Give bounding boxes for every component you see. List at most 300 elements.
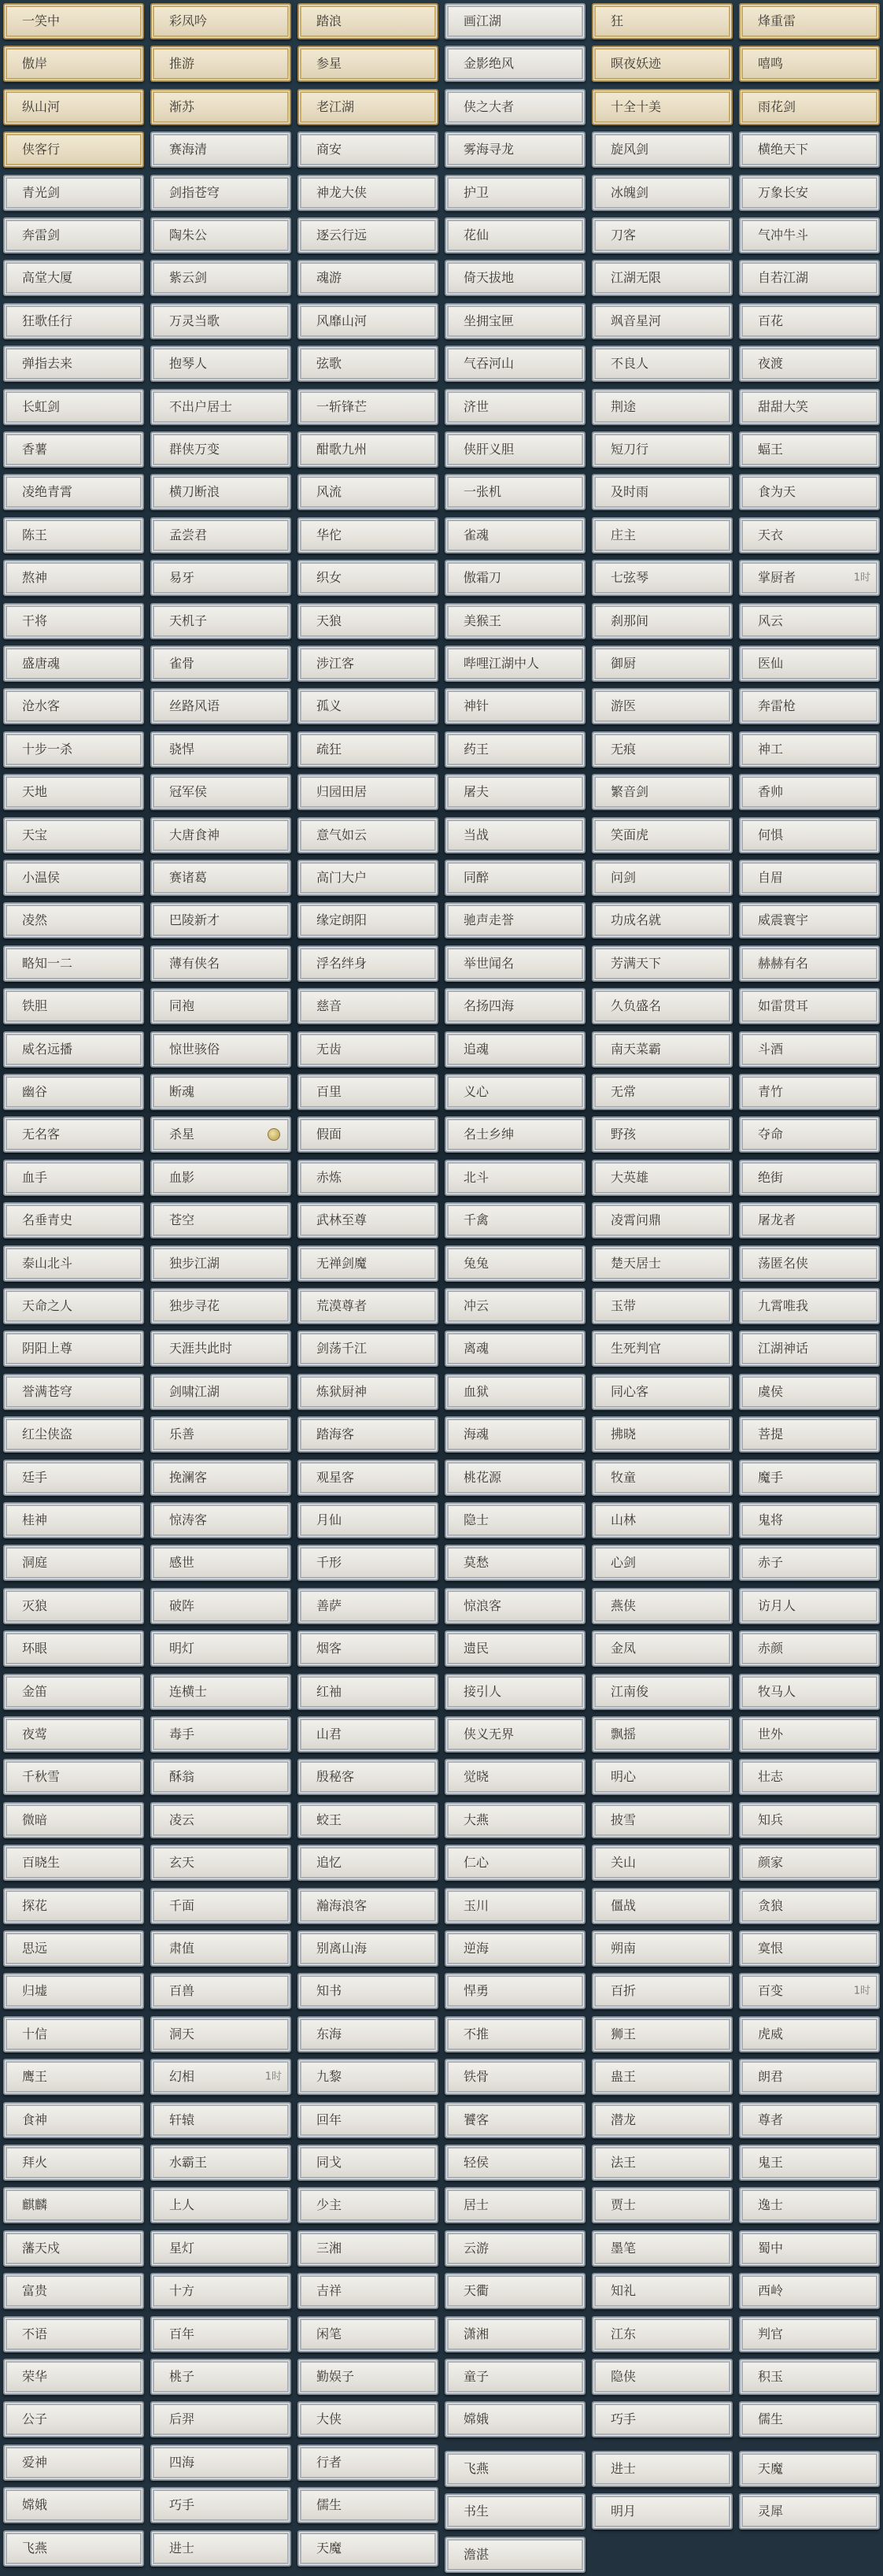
title-tile[interactable] — [445, 688, 586, 724]
title-tile[interactable] — [150, 902, 291, 938]
title-tile[interactable] — [592, 1288, 733, 1324]
title-tile[interactable] — [592, 431, 733, 468]
title-tile[interactable] — [297, 2059, 438, 2095]
title-tile[interactable] — [3, 217, 144, 254]
title-tile[interactable] — [150, 2530, 291, 2567]
title-tile[interactable] — [739, 774, 880, 810]
title-tile[interactable] — [150, 131, 291, 168]
title-tile[interactable] — [592, 1202, 733, 1238]
title-tile[interactable] — [445, 2451, 586, 2487]
title-tile[interactable] — [3, 2273, 144, 2309]
title-tile[interactable] — [3, 1502, 144, 1538]
title-tile[interactable] — [150, 1331, 291, 1367]
title-tile[interactable] — [445, 431, 586, 468]
title-tile[interactable] — [297, 1973, 438, 2009]
title-tile[interactable] — [739, 988, 880, 1024]
title-tile[interactable] — [445, 2401, 586, 2437]
title-tile[interactable] — [3, 474, 144, 510]
title-tile[interactable] — [150, 3, 291, 39]
title-tile[interactable] — [592, 131, 733, 168]
title-tile[interactable] — [297, 2530, 438, 2567]
title-tile[interactable] — [150, 2359, 291, 2395]
title-tile[interactable] — [150, 2273, 291, 2309]
title-tile[interactable] — [297, 389, 438, 425]
title-tile[interactable] — [297, 1288, 438, 1324]
title-tile[interactable] — [592, 2059, 733, 2095]
title-tile[interactable] — [592, 902, 733, 938]
title-tile[interactable] — [739, 1331, 880, 1367]
title-tile[interactable] — [445, 260, 586, 296]
title-tile[interactable] — [739, 817, 880, 853]
title-tile[interactable] — [592, 688, 733, 724]
title-tile[interactable] — [739, 646, 880, 682]
title-tile[interactable] — [445, 217, 586, 254]
title-tile[interactable] — [592, 346, 733, 382]
title-tile[interactable] — [297, 688, 438, 724]
title-tile[interactable] — [592, 1588, 733, 1624]
title-tile[interactable] — [445, 560, 586, 596]
title-tile[interactable] — [592, 946, 733, 982]
title-tile[interactable] — [150, 2145, 291, 2181]
title-tile[interactable] — [150, 603, 291, 639]
title-tile[interactable] — [445, 1416, 586, 1453]
title-tile[interactable] — [3, 1545, 144, 1581]
title-tile[interactable] — [739, 1888, 880, 1924]
title-tile[interactable] — [739, 731, 880, 768]
title-tile[interactable] — [3, 1202, 144, 1238]
title-tile[interactable] — [445, 1973, 586, 2009]
title-tile[interactable] — [297, 517, 438, 553]
title-tile[interactable] — [297, 1502, 438, 1538]
title-tile[interactable] — [3, 1031, 144, 1068]
title-tile[interactable] — [739, 2273, 880, 2309]
title-tile[interactable] — [739, 1116, 880, 1153]
title-tile[interactable] — [150, 1074, 291, 1110]
title-tile[interactable] — [739, 1374, 880, 1410]
title-tile[interactable] — [445, 1245, 586, 1282]
title-tile[interactable] — [150, 1031, 291, 1068]
title-tile[interactable] — [297, 1588, 438, 1624]
title-tile[interactable] — [3, 1245, 144, 1282]
title-tile[interactable] — [150, 474, 291, 510]
title-tile[interactable] — [592, 517, 733, 553]
title-tile[interactable] — [3, 2530, 144, 2567]
title-tile[interactable] — [297, 902, 438, 938]
title-tile[interactable] — [3, 1460, 144, 1496]
title-tile[interactable] — [150, 2401, 291, 2437]
title-tile[interactable] — [297, 131, 438, 168]
title-tile[interactable] — [297, 2102, 438, 2138]
title-tile[interactable] — [739, 2187, 880, 2223]
title-tile[interactable] — [445, 2230, 586, 2267]
title-tile[interactable] — [739, 175, 880, 211]
title-tile[interactable] — [592, 175, 733, 211]
title-tile[interactable] — [150, 2316, 291, 2352]
title-tile[interactable] — [592, 474, 733, 510]
title-tile[interactable] — [445, 902, 586, 938]
title-tile[interactable] — [150, 1888, 291, 1924]
title-tile[interactable] — [150, 817, 291, 853]
title-tile[interactable] — [739, 1802, 880, 1838]
title-tile[interactable] — [297, 1460, 438, 1496]
title-tile[interactable] — [445, 731, 586, 768]
title-tile[interactable] — [739, 1074, 880, 1110]
title-tile[interactable] — [739, 217, 880, 254]
title-tile[interactable] — [150, 1202, 291, 1238]
title-tile[interactable] — [3, 1374, 144, 1410]
title-tile[interactable] — [739, 2401, 880, 2437]
title-tile[interactable] — [3, 817, 144, 853]
title-tile[interactable] — [592, 1545, 733, 1581]
title-tile[interactable] — [739, 1160, 880, 1196]
title-tile[interactable] — [739, 860, 880, 896]
title-tile[interactable] — [445, 1031, 586, 1068]
title-tile[interactable] — [297, 988, 438, 1024]
title-tile[interactable] — [445, 1545, 586, 1581]
title-tile[interactable] — [592, 89, 733, 125]
title-tile[interactable] — [592, 2273, 733, 2309]
title-tile[interactable] — [3, 3, 144, 39]
title-tile[interactable] — [297, 1888, 438, 1924]
title-tile[interactable] — [739, 260, 880, 296]
title-tile[interactable] — [592, 646, 733, 682]
title-tile[interactable] — [592, 2145, 733, 2181]
title-tile[interactable] — [739, 46, 880, 82]
title-tile[interactable] — [297, 3, 438, 39]
title-tile[interactable] — [592, 774, 733, 810]
title-tile[interactable] — [297, 1930, 438, 1967]
title-tile[interactable] — [297, 1674, 438, 1710]
title-tile[interactable] — [297, 646, 438, 682]
title-tile[interactable] — [150, 517, 291, 553]
title-tile[interactable] — [150, 774, 291, 810]
title-tile[interactable] — [297, 1545, 438, 1581]
title-tile[interactable] — [3, 1630, 144, 1667]
title-tile[interactable] — [592, 603, 733, 639]
title-tile[interactable] — [3, 1416, 144, 1453]
title-tile[interactable] — [445, 2059, 586, 2095]
title-tile[interactable] — [297, 1802, 438, 1838]
title-tile[interactable] — [739, 560, 880, 596]
title-tile[interactable] — [592, 2451, 733, 2487]
title-tile[interactable] — [592, 2401, 733, 2437]
title-tile[interactable] — [739, 1545, 880, 1581]
title-tile[interactable] — [3, 902, 144, 938]
title-tile[interactable] — [739, 2102, 880, 2138]
title-tile[interactable] — [592, 2187, 733, 2223]
title-tile[interactable] — [150, 1116, 291, 1153]
title-tile[interactable] — [739, 2493, 880, 2530]
title-tile[interactable] — [150, 1374, 291, 1410]
title-tile[interactable] — [739, 603, 880, 639]
title-tile[interactable] — [739, 1588, 880, 1624]
title-tile[interactable] — [3, 1845, 144, 1881]
title-tile[interactable] — [739, 2059, 880, 2095]
title-tile[interactable] — [445, 2359, 586, 2395]
title-tile[interactable] — [592, 1331, 733, 1367]
title-tile[interactable] — [150, 1845, 291, 1881]
title-tile[interactable] — [150, 1160, 291, 1196]
title-tile[interactable] — [445, 131, 586, 168]
title-tile[interactable] — [3, 731, 144, 768]
title-tile[interactable] — [150, 988, 291, 1024]
title-tile[interactable] — [150, 431, 291, 468]
title-tile[interactable] — [3, 131, 144, 168]
title-tile[interactable] — [297, 2230, 438, 2267]
title-tile[interactable] — [739, 3, 880, 39]
title-tile[interactable] — [445, 2537, 586, 2573]
title-tile[interactable] — [739, 474, 880, 510]
title-tile[interactable] — [445, 2316, 586, 2352]
title-tile[interactable] — [739, 389, 880, 425]
title-tile[interactable] — [150, 303, 291, 339]
title-tile[interactable] — [739, 1288, 880, 1324]
title-tile[interactable] — [445, 1759, 586, 1795]
title-tile[interactable] — [3, 646, 144, 682]
title-tile[interactable] — [297, 1116, 438, 1153]
title-tile[interactable] — [3, 688, 144, 724]
title-tile[interactable] — [592, 560, 733, 596]
title-tile[interactable] — [739, 1502, 880, 1538]
title-tile[interactable] — [3, 303, 144, 339]
title-tile[interactable] — [150, 1460, 291, 1496]
title-tile[interactable] — [297, 1374, 438, 1410]
title-tile[interactable] — [445, 1845, 586, 1881]
title-tile[interactable] — [297, 603, 438, 639]
title-tile[interactable] — [739, 1202, 880, 1238]
title-tile[interactable] — [3, 431, 144, 468]
title-tile[interactable] — [445, 646, 586, 682]
title-tile[interactable] — [592, 1759, 733, 1795]
title-tile[interactable] — [592, 46, 733, 82]
title-tile[interactable] — [739, 346, 880, 382]
title-tile[interactable] — [3, 988, 144, 1024]
title-tile[interactable] — [739, 1630, 880, 1667]
title-tile[interactable] — [3, 346, 144, 382]
title-tile[interactable] — [3, 1716, 144, 1752]
title-tile[interactable] — [739, 2359, 880, 2395]
title-tile[interactable] — [739, 1031, 880, 1068]
title-tile[interactable] — [445, 1202, 586, 1238]
title-tile[interactable] — [150, 1759, 291, 1795]
title-tile[interactable] — [445, 988, 586, 1024]
title-tile[interactable] — [150, 946, 291, 982]
title-tile[interactable] — [150, 688, 291, 724]
title-tile[interactable] — [739, 1759, 880, 1795]
title-tile[interactable] — [739, 89, 880, 125]
title-tile[interactable] — [150, 2187, 291, 2223]
title-tile[interactable] — [150, 2016, 291, 2052]
title-tile[interactable] — [297, 817, 438, 853]
title-tile[interactable] — [297, 1716, 438, 1752]
title-tile[interactable] — [3, 389, 144, 425]
title-tile[interactable] — [445, 2187, 586, 2223]
title-tile[interactable] — [592, 2230, 733, 2267]
title-tile[interactable] — [445, 1716, 586, 1752]
title-tile[interactable] — [150, 346, 291, 382]
title-tile[interactable] — [592, 389, 733, 425]
title-tile[interactable] — [445, 2145, 586, 2181]
title-tile[interactable] — [3, 1888, 144, 1924]
title-tile[interactable] — [150, 2487, 291, 2523]
title-tile[interactable] — [297, 1759, 438, 1795]
title-tile[interactable] — [150, 2102, 291, 2138]
title-tile[interactable] — [150, 1930, 291, 1967]
title-tile[interactable] — [297, 346, 438, 382]
title-tile[interactable] — [297, 2359, 438, 2395]
title-tile[interactable] — [445, 1888, 586, 1924]
title-tile[interactable] — [592, 3, 733, 39]
title-tile[interactable] — [3, 860, 144, 896]
title-tile[interactable] — [3, 2230, 144, 2267]
title-tile[interactable] — [297, 89, 438, 125]
title-tile[interactable] — [445, 774, 586, 810]
title-tile[interactable] — [739, 902, 880, 938]
title-tile[interactable] — [150, 2230, 291, 2267]
title-tile[interactable] — [3, 1160, 144, 1196]
title-tile[interactable] — [3, 46, 144, 82]
title-tile[interactable] — [592, 1716, 733, 1752]
title-tile[interactable] — [3, 774, 144, 810]
title-tile[interactable] — [297, 1416, 438, 1453]
title-tile[interactable] — [739, 1845, 880, 1881]
title-tile[interactable] — [297, 1845, 438, 1881]
title-tile[interactable] — [3, 603, 144, 639]
title-tile[interactable] — [445, 1288, 586, 1324]
title-tile[interactable] — [592, 1674, 733, 1710]
title-tile[interactable] — [445, 1160, 586, 1196]
title-tile[interactable] — [739, 1245, 880, 1282]
title-tile[interactable] — [445, 1930, 586, 1967]
title-tile[interactable] — [445, 346, 586, 382]
title-tile[interactable] — [739, 2451, 880, 2487]
title-tile[interactable] — [739, 2316, 880, 2352]
title-tile[interactable] — [445, 1588, 586, 1624]
title-tile[interactable] — [445, 1374, 586, 1410]
title-tile[interactable] — [445, 1074, 586, 1110]
title-tile[interactable] — [3, 1288, 144, 1324]
title-tile[interactable] — [3, 1331, 144, 1367]
title-tile[interactable] — [739, 431, 880, 468]
title-tile[interactable] — [739, 517, 880, 553]
title-tile[interactable] — [3, 2102, 144, 2138]
title-tile[interactable] — [3, 2316, 144, 2352]
title-tile[interactable] — [150, 560, 291, 596]
title-tile[interactable] — [297, 2401, 438, 2437]
title-tile[interactable] — [592, 988, 733, 1024]
title-tile[interactable] — [445, 3, 586, 39]
title-tile[interactable] — [3, 2016, 144, 2052]
title-tile[interactable] — [3, 560, 144, 596]
title-tile[interactable] — [592, 1074, 733, 1110]
title-tile[interactable] — [739, 2230, 880, 2267]
title-tile[interactable] — [297, 731, 438, 768]
title-tile[interactable] — [445, 946, 586, 982]
title-tile[interactable] — [445, 1802, 586, 1838]
title-tile[interactable] — [592, 1888, 733, 1924]
title-tile[interactable] — [297, 2445, 438, 2481]
title-tile[interactable] — [297, 1331, 438, 1367]
title-tile[interactable] — [297, 1074, 438, 1110]
title-tile[interactable] — [3, 1759, 144, 1795]
title-tile[interactable] — [592, 1460, 733, 1496]
title-tile[interactable] — [150, 860, 291, 896]
title-tile[interactable] — [592, 2102, 733, 2138]
title-tile[interactable] — [297, 860, 438, 896]
title-tile[interactable] — [739, 2016, 880, 2052]
title-tile[interactable] — [445, 603, 586, 639]
title-tile[interactable] — [150, 2445, 291, 2481]
title-tile[interactable] — [592, 260, 733, 296]
title-tile[interactable] — [445, 1116, 586, 1153]
title-tile[interactable] — [297, 1630, 438, 1667]
title-tile[interactable] — [150, 731, 291, 768]
title-tile[interactable] — [592, 860, 733, 896]
title-tile[interactable] — [445, 46, 586, 82]
title-tile[interactable] — [739, 1674, 880, 1710]
title-tile[interactable] — [592, 1973, 733, 2009]
title-tile[interactable] — [150, 1716, 291, 1752]
title-tile[interactable] — [592, 1245, 733, 1282]
title-tile[interactable] — [592, 2493, 733, 2530]
title-tile[interactable] — [150, 46, 291, 82]
title-tile[interactable] — [592, 1630, 733, 1667]
title-tile[interactable] — [297, 774, 438, 810]
title-tile[interactable] — [592, 2016, 733, 2052]
title-tile[interactable] — [150, 389, 291, 425]
title-tile[interactable] — [150, 217, 291, 254]
title-tile[interactable] — [592, 1416, 733, 1453]
title-tile[interactable] — [739, 1460, 880, 1496]
title-tile[interactable] — [739, 1416, 880, 1453]
title-tile[interactable] — [150, 1288, 291, 1324]
title-tile[interactable] — [297, 1245, 438, 1282]
title-tile[interactable] — [150, 89, 291, 125]
title-tile[interactable] — [3, 1802, 144, 1838]
title-tile[interactable] — [3, 175, 144, 211]
title-tile[interactable] — [150, 2059, 291, 2095]
title-tile[interactable] — [3, 1074, 144, 1110]
title-tile[interactable] — [297, 474, 438, 510]
title-tile[interactable] — [3, 1930, 144, 1967]
title-tile[interactable] — [3, 1674, 144, 1710]
title-tile[interactable] — [445, 860, 586, 896]
title-tile[interactable] — [3, 2445, 144, 2481]
title-tile[interactable] — [3, 260, 144, 296]
title-tile[interactable] — [150, 1630, 291, 1667]
title-tile[interactable] — [297, 260, 438, 296]
title-tile[interactable] — [592, 1374, 733, 1410]
title-tile[interactable] — [445, 2273, 586, 2309]
title-tile[interactable] — [150, 1245, 291, 1282]
title-tile[interactable] — [592, 1845, 733, 1881]
title-tile[interactable] — [445, 89, 586, 125]
title-tile[interactable] — [445, 175, 586, 211]
title-tile[interactable] — [150, 646, 291, 682]
title-tile[interactable] — [3, 1588, 144, 1624]
title-tile[interactable] — [739, 1973, 880, 2009]
title-tile[interactable] — [297, 217, 438, 254]
title-tile[interactable] — [445, 1331, 586, 1367]
title-tile[interactable] — [150, 175, 291, 211]
title-tile[interactable] — [297, 1031, 438, 1068]
title-tile[interactable] — [592, 817, 733, 853]
title-tile[interactable] — [297, 431, 438, 468]
title-tile[interactable] — [3, 1116, 144, 1153]
title-tile[interactable] — [445, 303, 586, 339]
title-tile[interactable] — [3, 1973, 144, 2009]
title-tile[interactable] — [592, 1031, 733, 1068]
